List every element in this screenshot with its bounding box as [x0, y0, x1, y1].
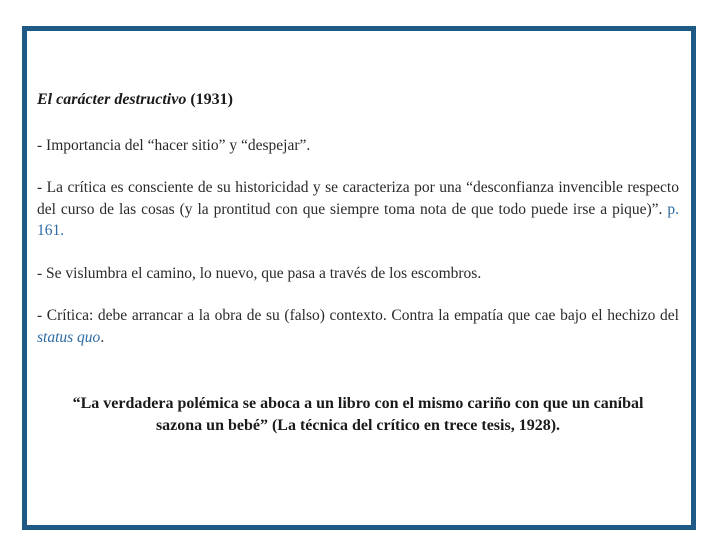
slide-frame	[22, 26, 696, 530]
bullet-critica-historicidad	[37, 177, 679, 242]
bullet-critica-contexto	[37, 305, 679, 348]
status-quo-term: status quo	[37, 328, 101, 346]
title-year: (1931)	[190, 91, 233, 108]
title-work: El carácter destructivo	[37, 91, 187, 108]
bullet-hacer-sitio: - Importancia del “hacer sitio” y “despejar”.	[37, 137, 311, 154]
bullet-4-end: .	[100, 328, 105, 346]
bullet-escombros: - Se vislumbra el camino, lo nuevo, que pasa a través de los escombros.	[37, 265, 482, 282]
polemica-quote: “La verdadera polémica se aboca a un libro con el mismo cariño con que un caníbal sazona un bebé” (La técnica del crítico en trece tesis, 1928).	[72, 395, 644, 434]
bullet-4-text: - Crítica: debe arrancar a la obra de su (falso) contexto. Contra la empatía que cae bajo el hechizo del	[37, 307, 679, 324]
bullet-2-end: .	[60, 222, 65, 239]
page-reference: p. 161	[37, 200, 679, 239]
bullet-2-text: - La crítica es consciente de su historicidad y se caracteriza por una “desconfianza invencible respecto del curso de las cosas (y la prontitud con que siempre toma nota de que todo puede irse a pique)”.	[37, 179, 679, 218]
slide-title	[37, 91, 233, 109]
